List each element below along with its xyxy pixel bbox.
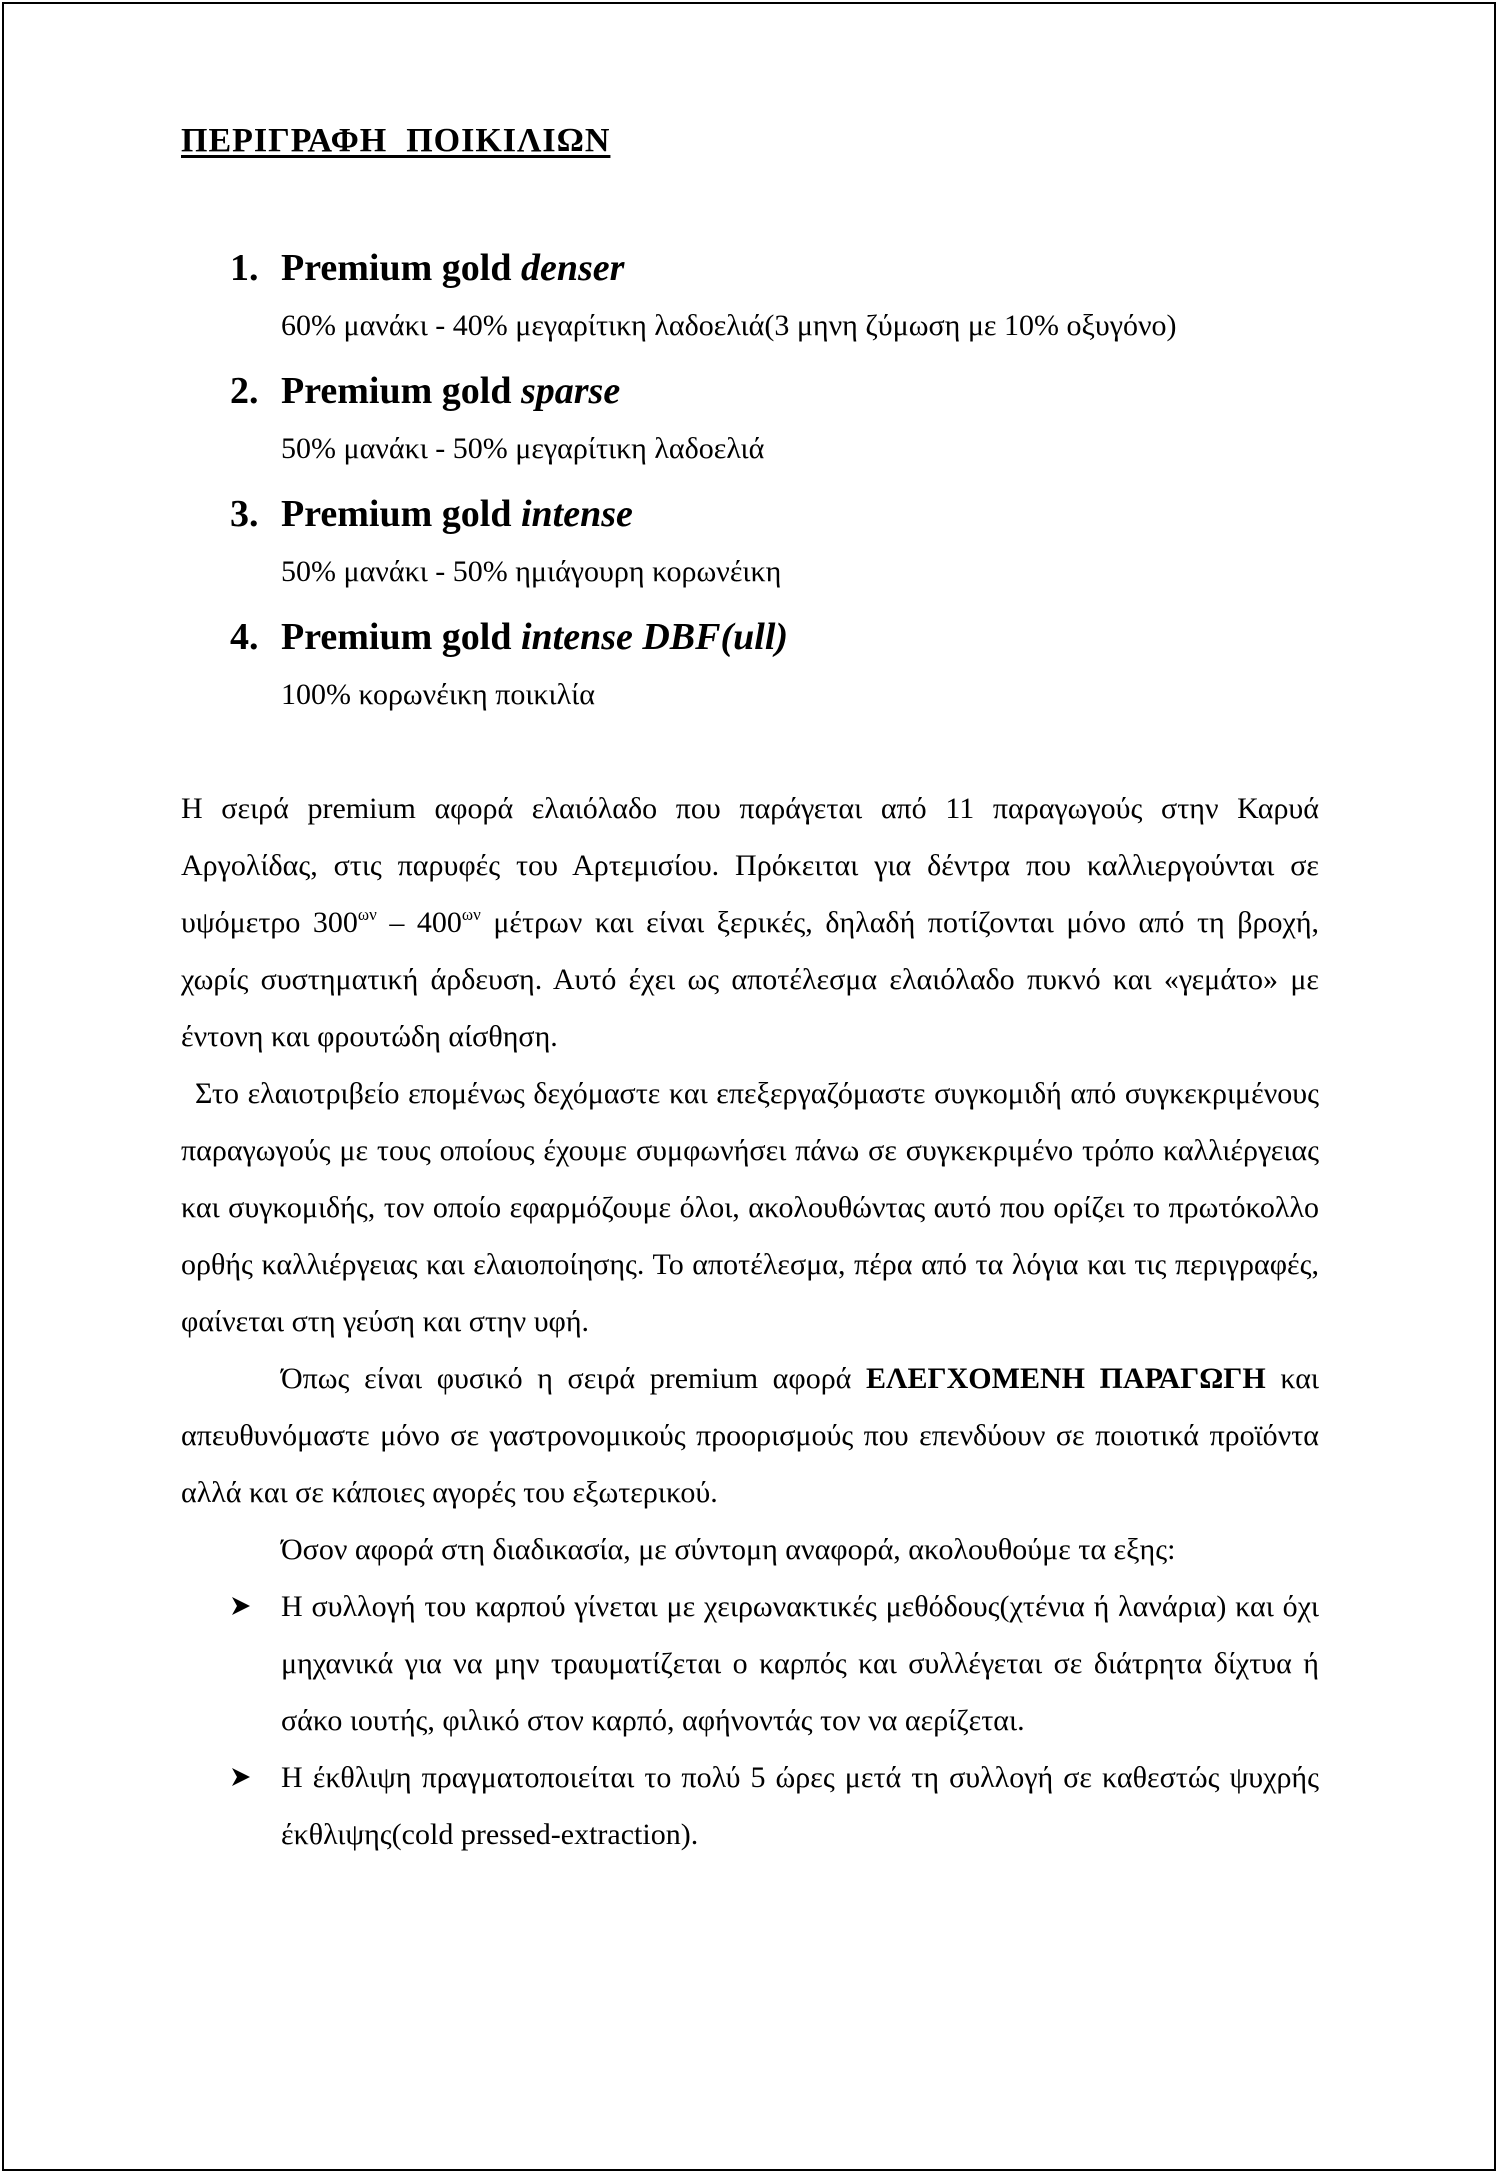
arrow-bullet-icon: [229, 1594, 253, 1618]
list-item: Η συλλογή του καρπού γίνεται με χειρωνακτικές μεθόδους(χτένια ή λανάρια) και όχι μηχανικά για να μην τραυματίζεται ο καρπός και συλλέγεται σε διάτρητα δίχτυα ή σάκο ιουτής, φιλικό στον καρπό, αφήνοντάς τον να αερίζεται.: [181, 1578, 1319, 1749]
superscript: ων: [461, 905, 481, 924]
list-item: Η έκθλιψη πραγματοποιείται το πολύ 5 ώρες μετά τη συλλογή σε καθεστώς ψυχρής έκθλιψης(cold pressed-extraction).: [181, 1749, 1319, 1863]
variety-name: Premium gold intense DBF(ull): [281, 616, 789, 658]
variety-item: [181, 367, 1319, 490]
paragraph-process-intro: Όσον αφορά στη διαδικασία, με σύντομη αναφορά, ακολουθούμε τα εξης:: [281, 1533, 1176, 1566]
paragraph-origin: Η σειρά premium αφορά ελαιόλαδο που παράγεται από 11 παραγωγούς στην Καρυά Αργολίδας, στις παρυφές του Αρτεμισίου. Πρόκειται για δέντρα που καλλιεργούνται σε υψόμετρο $300^{\omega\nu} - 400^{\omega\nu}$ μέτρων και είναι ξερικές, δηλαδή ποτίζονται μόνο από τη βροχή, χωρίς συστηματική άρδευση. Αυτό έχει ως αποτέλεσμα ελαιόλαδο πυκνό και «γεμάτο» με έντονη και φρουτώδη αίσθηση.: [181, 792, 1320, 1053]
superscript: ων: [357, 905, 377, 924]
variety-description: 50% μανάκι - 50% ημιάγουρη κορωνέικη: [281, 555, 782, 588]
variety-description: 60% μανάκι - 40% μεγαρίτικη λαδοελιά(3 μηνη ζύμωση με 10% οξυγόνο): [281, 309, 1177, 342]
variety-variant: denser: [520, 247, 625, 289]
variety-description: 50% μανάκι - 50% μεγαρίτικη λαδοελιά: [281, 432, 765, 465]
variety-number: 2.: [230, 370, 259, 412]
variety-number: 1.: [230, 247, 259, 289]
variety-list: [181, 244, 1319, 736]
arrow-bullet-icon: [229, 1765, 253, 1789]
variety-name: Premium gold sparse: [281, 370, 621, 412]
page-title: ΠΕΡΙΓΡΑΦΗ ΠΟΙΚΙΛΙΩΝ: [181, 122, 611, 159]
variety-variant: intense DBF(ull): [520, 616, 789, 658]
paragraph-controlled-production: Όπως είναι φυσικό η σειρά premium αφορά ΕΛΕΓΧΟΜΕΝΗ ΠΑΡΑΓΩΓΗ και απευθυνόμαστε μόνο σε γαστρονομικούς προορισμούς που επενδύουν σε ποιοτικά προϊόντα αλλά και σε κάποιες αγορές του εξωτερικού.: [181, 1362, 1319, 1509]
variety-item: [181, 613, 1319, 736]
variety-name: Premium gold denser: [281, 247, 625, 289]
controlled-production-emphasis: ΕΛΕΓΧΟΜΕΝΗ ΠΑΡΑΓΩΓΗ: [866, 1362, 1266, 1395]
document-body: [181, 122, 1319, 1863]
variety-number: 4.: [230, 616, 259, 658]
variety-description: 100% κορωνέικη ποικιλία: [281, 678, 595, 711]
process-list: [181, 1578, 1319, 1863]
variety-variant: sparse: [520, 370, 621, 412]
variety-name: Premium gold intense: [281, 493, 633, 535]
variety-item: [181, 244, 1319, 367]
variety-variant: intense: [520, 493, 633, 535]
variety-number: 3.: [230, 493, 259, 535]
paragraph-mill: Στο ελαιοτριβείο επομένως δεχόμαστε και επεξεργαζόμαστε συγκομιδή από συγκεκριμένους παραγωγούς με τους οποίους έχουμε συμφωνήσει πάνω σε συγκεκριμένο τρόπο καλλιέργειας και συγκομιδής, τον οποίο εφαρμόζουμε όλοι, ακολουθώντας αυτό που ορίζει το πρωτόκολλο ορθής καλλιέργειας και ελαιοποίησης. Το αποτέλεσμα, πέρα από τα λόγια και τις περιγραφές, φαίνεται στη γεύση και στην υφή.: [181, 1077, 1319, 1338]
variety-item: [181, 490, 1319, 613]
